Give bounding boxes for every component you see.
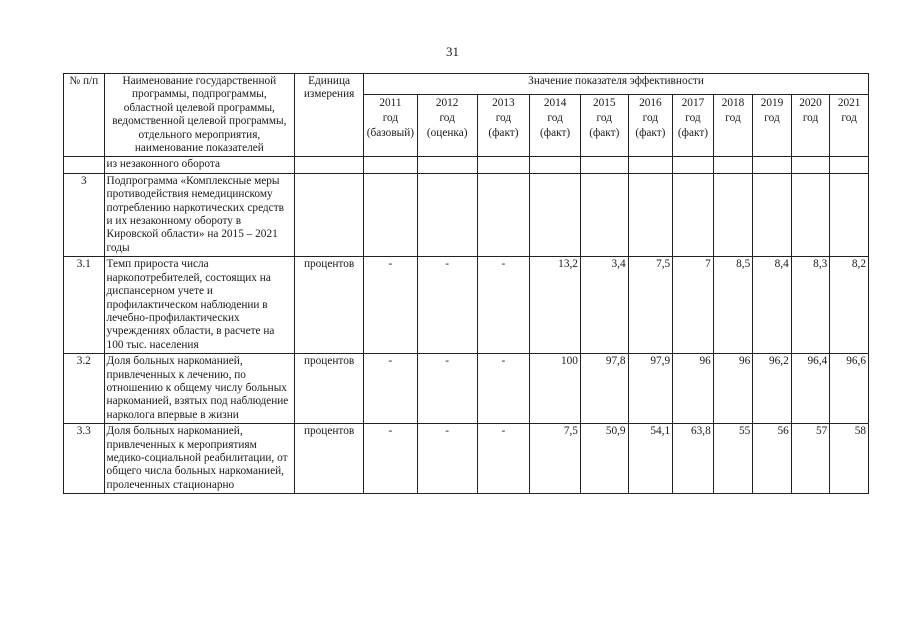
year-header-year: 2012 — [435, 97, 459, 110]
value-2011 — [364, 173, 418, 256]
col-header-unit: Единица измерения — [295, 74, 364, 157]
cell-empty — [477, 157, 530, 173]
year-header-year: 2013 — [492, 97, 515, 110]
year-header-label: год — [841, 112, 857, 125]
value-2012: - — [417, 257, 477, 354]
cell-empty — [753, 157, 792, 173]
year-header-label: год — [802, 112, 819, 125]
indicator-name: Доля больных наркоманией, привлеченных к мероприятиям медико-социальной реабилитации, от общего числа больных наркоманией, пролеченных стационарно — [104, 424, 295, 494]
year-header-2015 — [580, 95, 628, 157]
cell-empty — [628, 157, 673, 173]
year-header-label: год — [596, 112, 612, 125]
value-2014: 7,5 — [530, 424, 581, 494]
year-header-year: 2021 — [837, 97, 861, 110]
value-2017: 63,8 — [673, 424, 714, 494]
indicators-table — [63, 73, 869, 494]
year-header-note: (факт) — [635, 127, 666, 140]
cell-empty — [580, 157, 628, 173]
row-number: 3.1 — [64, 257, 105, 354]
value-2021: 8,2 — [830, 257, 869, 354]
value-2012: - — [417, 424, 477, 494]
value-2012 — [417, 173, 477, 256]
table-row — [64, 354, 869, 424]
value-2016 — [628, 173, 673, 256]
value-2021 — [830, 173, 869, 256]
indicator-name: Подпрограмма «Комплексные меры противодействия немедицинскому потреблению наркотических средств и их незаконному обороту в Кировской области» на 2015 – 2021 годы — [104, 173, 295, 256]
year-header-note: (оценка) — [426, 127, 468, 140]
value-2018: 8,5 — [713, 257, 753, 354]
year-header-year: 2016 — [639, 97, 662, 110]
value-2011: - — [364, 257, 418, 354]
year-header-year: 2020 — [799, 97, 822, 110]
year-header-year: 2015 — [592, 97, 616, 110]
value-2019: 96,2 — [753, 354, 792, 424]
value-2021: 58 — [830, 424, 869, 494]
year-header-year: 2018 — [721, 97, 745, 110]
cell-empty — [791, 157, 830, 173]
indicator-name: Доля больных наркоманией, привлеченных к лечению, по отношению к общему числу больных наркоманией, взятых под наблюдение нарколога впервые в жизни — [104, 354, 295, 424]
cell-empty — [295, 157, 364, 173]
year-header-2013 — [477, 95, 530, 157]
year-header-note: (факт) — [589, 127, 620, 140]
col-header-num: № п/п — [64, 74, 105, 157]
cell-empty — [830, 157, 869, 173]
value-2013 — [477, 173, 530, 256]
value-2019 — [753, 173, 792, 256]
value-2020: 96,4 — [791, 354, 830, 424]
year-header-2017 — [673, 95, 714, 157]
cell-empty — [417, 157, 477, 173]
value-2020: 57 — [791, 424, 830, 494]
value-2015 — [580, 173, 628, 256]
value-2011: - — [364, 424, 418, 494]
value-2015: 97,8 — [580, 354, 628, 424]
value-2013: - — [477, 354, 530, 424]
year-header-year: 2011 — [379, 97, 402, 110]
value-2017: 96 — [673, 354, 714, 424]
year-header-note: (факт) — [677, 127, 709, 140]
indicator-name: Темп прироста числа наркопотребителей, состоящих на диспансерном учете и профилактическом наблюдении в лечебно-профилактических учреждениях области, в расчете на 100 тыс. населения — [104, 257, 295, 354]
year-header-note: (факт) — [540, 127, 571, 140]
year-header-year: 2017 — [681, 97, 705, 110]
value-2021: 96,6 — [830, 354, 869, 424]
value-2016: 97,9 — [628, 354, 673, 424]
cell-empty — [364, 157, 418, 173]
year-header-label: год — [642, 112, 659, 125]
cell-empty — [530, 157, 581, 173]
value-2017 — [673, 173, 714, 256]
table-row — [64, 173, 869, 256]
year-header-year: 2014 — [543, 97, 567, 110]
value-2019: 8,4 — [753, 257, 792, 354]
value-2014: 100 — [530, 354, 581, 424]
value-2018: 55 — [713, 424, 753, 494]
year-header-year: 2019 — [760, 97, 784, 110]
value-2014: 13,2 — [530, 257, 581, 354]
cell-num — [64, 157, 105, 173]
year-header-2019 — [753, 95, 792, 157]
value-2014 — [530, 173, 581, 256]
value-2015: 50,9 — [580, 424, 628, 494]
year-header-2012 — [417, 95, 477, 157]
value-2012: - — [417, 354, 477, 424]
year-header-label: год — [764, 112, 780, 125]
table-row — [64, 257, 869, 354]
year-header-note: (базовый) — [366, 127, 415, 140]
col-header-values-group: Значение показателя эффективности — [364, 74, 869, 95]
row-number: 3 — [64, 173, 105, 256]
header-row-1 — [64, 74, 869, 95]
year-header-note: (факт) — [488, 127, 519, 140]
value-2018: 96 — [713, 354, 753, 424]
year-header-2021 — [830, 95, 869, 157]
continuation-row — [64, 157, 869, 173]
year-header-label: год — [439, 112, 455, 125]
cell-empty — [673, 157, 714, 173]
value-2015: 3,4 — [580, 257, 628, 354]
year-header-2018 — [713, 95, 753, 157]
continuation-text: из незаконного оборота — [104, 157, 295, 173]
value-2016: 54,1 — [628, 424, 673, 494]
value-2013: - — [477, 424, 530, 494]
cell-empty — [713, 157, 753, 173]
page-number: 31 — [446, 44, 459, 59]
unit: процентов — [295, 354, 364, 424]
value-2018 — [713, 173, 753, 256]
year-header-label: год — [495, 112, 512, 125]
year-header-2014 — [530, 95, 581, 157]
unit: процентов — [295, 257, 364, 354]
value-2017: 7 — [673, 257, 714, 354]
year-header-2016 — [628, 95, 673, 157]
unit: процентов — [295, 424, 364, 494]
year-header-label: год — [685, 112, 701, 125]
year-header-2011 — [364, 95, 418, 157]
unit — [295, 173, 364, 256]
year-header-2020 — [791, 95, 830, 157]
row-number: 3.2 — [64, 354, 105, 424]
year-header-label: год — [725, 112, 741, 125]
value-2011: - — [364, 354, 418, 424]
value-2019: 56 — [753, 424, 792, 494]
value-2016: 7,5 — [628, 257, 673, 354]
value-2013: - — [477, 257, 530, 354]
table-row — [64, 424, 869, 494]
year-header-label: год — [547, 112, 563, 125]
row-number: 3.3 — [64, 424, 105, 494]
year-header-label: год — [382, 112, 399, 125]
col-header-name: Наименование государственной программы, подпрограммы, областной целевой программы, ведомственной целевой программы, отдельного мероприятия, наименование показателей — [104, 74, 295, 157]
value-2020 — [791, 173, 830, 256]
value-2020: 8,3 — [791, 257, 830, 354]
